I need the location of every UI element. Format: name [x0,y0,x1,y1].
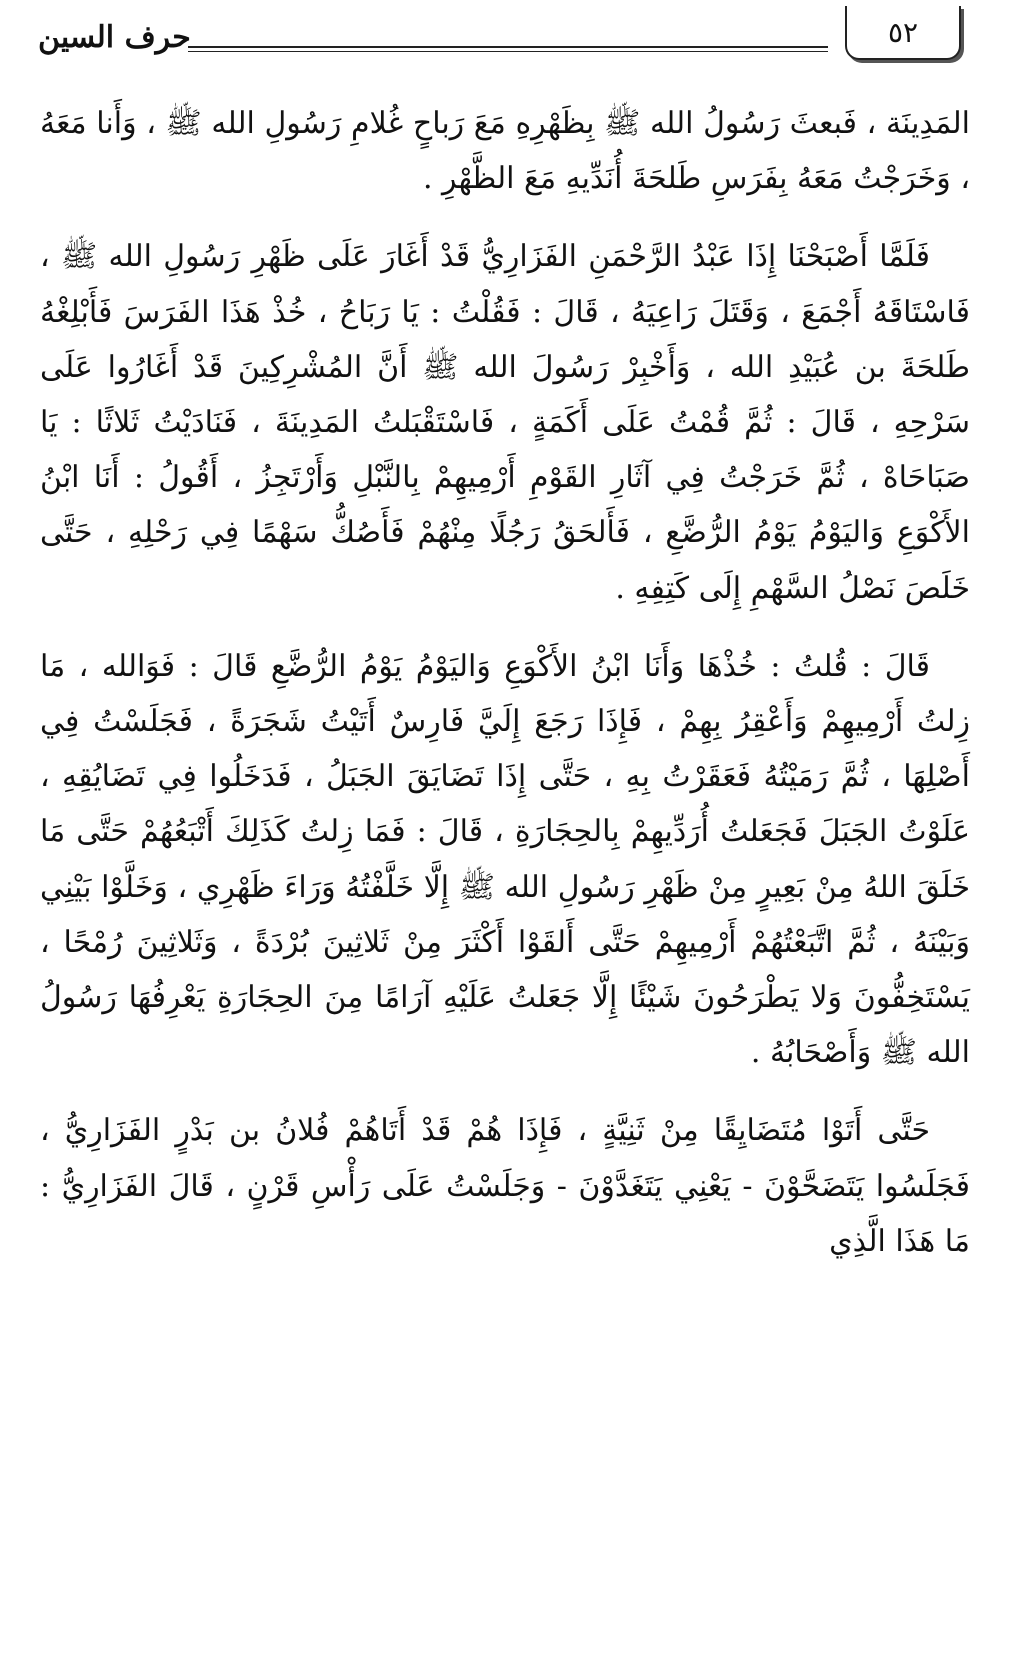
page-body [40,96,970,1292]
header-rule [188,46,828,52]
chapter-title: حرف السين [38,20,191,55]
page-header [0,6,1010,76]
page-number: ٥٢ [845,6,961,60]
paragraph: قَالَ : قُلتُ : خُذْهَا وَأَنَا ابْنُ الأَكْوَعِ وَاليَوْمُ يَوْمُ الرُّضَّعِ قَالَ : فَوَالله ، مَا زِلتُ أَرْمِيهِمْ وَأَعْقِرُ بِهِمْ ، فَإِذَا رَجَعَ إِلَيَّ فَارِسٌ أَتَيْتُ شَجَرَةً ، فَجَلَسْتُ فِي أَصْلِهَا ، ثُمَّ رَمَيْتُهُ فَعَقَرْتُ بِهِ ، حَتَّى إِذَا تَضَايَقَ الجَبَلُ ، فَدَخَلُوا فِي تَضَايُقِهِ ، عَلَوْتُ الجَبَلَ فَجَعَلتُ أُرَدِّيهِمْ بِالحِجَارَةِ ، قَالَ : فَمَا زِلتُ كَذَلِكَ أَتْبَعُهُمْ حَتَّى مَا خَلَقَ اللهُ مِنْ بَعِيرٍ مِنْ ظَهْرِ رَسُولِ الله ﷺ إِلَّا خَلَّفْتُهُ وَرَاءَ ظَهْرِي ، وَخَلَّوْا بَيْنِي وَبَيْنَهُ ، ثُمَّ اتَّبَعْتُهُمْ أَرْمِيهِمْ حَتَّى أَلقَوْا أَكْثَرَ مِنْ ثَلاثِينَ بُرْدَةً ، وَثَلاثِينَ رُمْحًا ، يَسْتَخِفُّونَ وَلا يَطْرَحُونَ شَيْئًا إِلَّا جَعَلتُ عَلَيْهِ آرَامًا مِنَ الحِجَارَةِ يَعْرِفُهَا رَسُولُ الله ﷺ وَأَصْحَابُهُ . [40,648,970,1071]
paragraph: حَتَّى أَتَوْا مُتَضَايِقًا مِنْ ثَنِيَّةٍ ، فَإِذَا هُمْ قَدْ أَتَاهُمْ فُلانُ بن بَدْرٍ الفَزَارِيُّ ، فَجَلَسُوا يَتَضَحَّوْنَ - يَعْنِي يَتَغَدَّوْنَ - وَجَلَسْتُ عَلَى رَأْسِ قَرْنٍ ، قَالَ الفَزَارِيُّ : مَا هَذَا الَّذِي [40,1113,970,1259]
paragraph: فَلَمَّا أَصْبَحْنَا إِذَا عَبْدُ الرَّحْمَنِ الفَزَارِيُّ قَدْ أَغَارَ عَلَى ظَهْرِ رَسُولِ الله ﷺ ، فَاسْتَاقَهُ أَجْمَعَ ، وَقَتَلَ رَاعِيَهُ ، قَالَ : فَقُلْتُ : يَا رَبَاحُ ، خُذْ هَذَا الفَرَسَ فَأَبْلِغْهُ طَلحَةَ بن عُبَيْدِ الله ، وَأَخْبِرْ رَسُولَ الله ﷺ أَنَّ المُشْرِكِينَ قَدْ أَغَارُوا عَلَى سَرْحِهِ ، قَالَ : ثُمَّ قُمْتُ عَلَى أَكَمَةٍ ، فَاسْتَقْبَلتُ المَدِينَةَ ، فَنَادَيْتُ ثَلاثًا : يَا صَبَاحَاهْ ، ثُمَّ خَرَجْتُ فِي آثَارِ القَوْمِ أَرْمِيهِمْ بِالنَّبْلِ وَأَرْتَجِزُ ، أَقُولُ : أَنَا ابْنُ الأَكْوَعِ وَاليَوْمُ يَوْمُ الرُّضَّعِ ، فَأَلحَقُ رَجُلًا مِنْهُمْ فَأَصُكُّ سَهْمًا فِي رَحْلِهِ ، حَتَّى خَلَصَ نَصْلُ السَّهْمِ إِلَى كَتِفِهِ . [40,239,970,606]
paragraph: المَدِينَة ، فَبعثَ رَسُولُ الله ﷺ بِظَهْرِهِ مَعَ رَباحٍ غُلامِ رَسُولِ الله ﷺ ، وَأَنا مَعَهُ ، وَخَرَجْتُ مَعَهُ بِفَرَسِ طَلحَةَ أُنَدِّيهِ مَعَ الظَّهْرِ . [40,106,970,197]
